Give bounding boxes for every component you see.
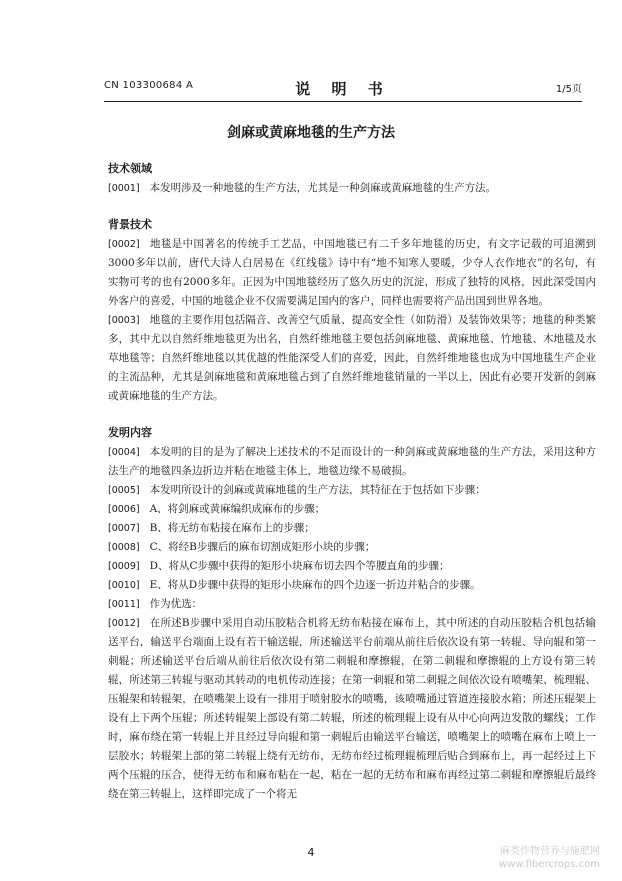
paragraph-number: [0008]: [108, 542, 140, 553]
watermark-line: 麻类作物营养与施肥网: [500, 846, 600, 857]
document-title: 剑麻或黄麻地毯的生产方法: [227, 125, 395, 141]
paragraph: [108, 595, 596, 614]
paragraph: [108, 557, 596, 576]
paragraph-number: [0011]: [108, 599, 140, 610]
section-heading-tech-field: 技术领域: [108, 162, 152, 175]
paragraph-number: [0003]: [108, 315, 140, 326]
page-indicator: 1/5页: [555, 84, 582, 95]
paragraph: [108, 443, 596, 481]
paragraph-text: C、将经B步骤后的麻布切割成矩形小块的步骤；: [149, 541, 376, 553]
paragraph-number: [0001]: [108, 183, 140, 194]
paragraph: [108, 235, 596, 311]
paragraph: [108, 311, 596, 406]
document-body: [108, 152, 596, 804]
paragraph-number: [0006]: [108, 504, 140, 515]
paragraph-number: [0005]: [108, 485, 140, 496]
paragraph-text: 地毯的主要作用包括隔音、改善空气质量、提高安全性（如防滑）及装饰效果等；地毯的种类繁多，其中尤以自然纤维地毯更为出名，自然纤维地毯主要包括剑麻地毯、黄麻地毯、竹地毯、木地毯及水草地毯等；自然纤维地毯以其优越的性能深受人们的喜爱，因此，自然纤维地毯也成为中国地毯生产企业的主流品种，尤其是剑麻地毯和黄麻地毯占到了自然纤维地毯销量的一半以上，因此有必要开发新的剑麻或黄麻地毯的生产方法。: [108, 314, 596, 402]
paragraph-number: [0004]: [108, 447, 140, 458]
paragraph-number: [0002]: [108, 239, 140, 250]
paragraph: [108, 614, 596, 804]
watermark-line: www.fibercrops.com: [498, 859, 600, 870]
header-rule: [104, 101, 582, 102]
watermark: [499, 845, 600, 871]
paragraph-text: D、将从C步骤中获得的矩形小块麻布切去四个等腰直角的步骤；: [149, 560, 450, 572]
paragraph-number: [0009]: [108, 561, 140, 572]
publication-number: CN 103300684 A: [104, 80, 194, 91]
paragraph: [108, 519, 596, 538]
paragraph-text: 本发明的目的是为了解决上述技术的不足而设计的一种剑麻或黄麻地毯的生产方法，采用这种方法生产的地毯四条边折边并粘在地毯主体上，地毯边缘不易破损。: [108, 446, 596, 477]
section-heading-background: 背景技术: [108, 218, 152, 231]
document-type: 说 明 书: [295, 80, 391, 98]
paragraph-number: [0007]: [108, 523, 140, 534]
paragraph: [108, 500, 596, 519]
paragraph-text: 地毯是中国著名的传统手工艺品，中国地毯已有二千多年地毯的历史，有文字记载的可追溯到3000多年以前，唐代大诗人白居易在《红线毯》诗中有“地不知寒人要暖，少夺人衣作地衣”的名句，有实物可考的也有2000多年。正因为中国地毯经历了悠久历史的沉淀，形成了独特的风格，因此深受国内外客户的喜爱，中国的地毯企业不仅需要满足国内的客户，同样也需要将产品出国到世界各地。: [108, 238, 596, 307]
paragraph: [108, 576, 596, 595]
paragraph-number: [0010]: [108, 580, 140, 591]
page-number: 4: [307, 846, 315, 859]
page-header: [104, 78, 582, 98]
section-heading-invention: 发明内容: [108, 426, 152, 439]
paragraph-text: 作为优选：: [149, 598, 203, 610]
paragraph: [108, 481, 596, 500]
paragraph-text: 本发明涉及一种地毯的生产方法，尤其是一种剑麻或黄麻地毯的生产方法。: [149, 182, 497, 194]
paragraph-number: [0012]: [108, 618, 140, 629]
paragraph-text: E、将从D步骤中获得的矩形小块麻布的四个边逐一折边并粘合的步骤。: [149, 579, 481, 591]
paragraph-text: 本发明所设计的剑麻或黄麻地毯的生产方法，其特征在于包括如下步骤：: [149, 484, 486, 496]
paragraph-text: B、将无纺布粘接在麻布上的步骤；: [149, 522, 315, 534]
paragraph: [108, 179, 596, 198]
paragraph-text: A、将剑麻或黄麻编织成麻布的步骤；: [149, 503, 326, 515]
paragraph: [108, 538, 596, 557]
paragraph-text: 在所述B步骤中采用自动压胶粘合机将无纺布粘接在麻布上，其中所述的自动压胶粘合机包括输送平台，输送平台端面上设有若干输送辊，所述输送平台前端从前往后依次设有第一转辊、导向辊和第一刺辊；所述输送平台后端从前往后依次设有第二刺辊和摩擦辊，在第二刺辊和摩擦辊的上方设有第三转辊，所述第三转辊与驱动其转动的电机传动连接；在第一刺辊和第二刺辊之间依次设有喷嘴架、梳理辊、压辊架和转辊架，在喷嘴架上设有一排用于喷射胶水的喷嘴，该喷嘴通过管道连接胶水箱；所述压辊架上设有上下两个压辊；所述转辊架上部设有第二转辊，所述的梳理辊上设有从中心向两边发散的螺线；工作时，麻布绕在第一转辊上并且经过导向辊和第一刺辊后由输送平台输送，喷嘴架上的喷嘴在麻布上喷上一层胶水；转辊架上部的第二转辊上绕有无纺布，无纺布经过梳理辊梳理后贴合到麻布上，再一起经过上下两个压辊的压合，使得无纺布和麻布粘在一起，粘在一起的无纺布和麻布再经过第二刺辊和摩擦辊后最终绕在第三转辊上，这样即完成了一个将无: [108, 617, 596, 800]
